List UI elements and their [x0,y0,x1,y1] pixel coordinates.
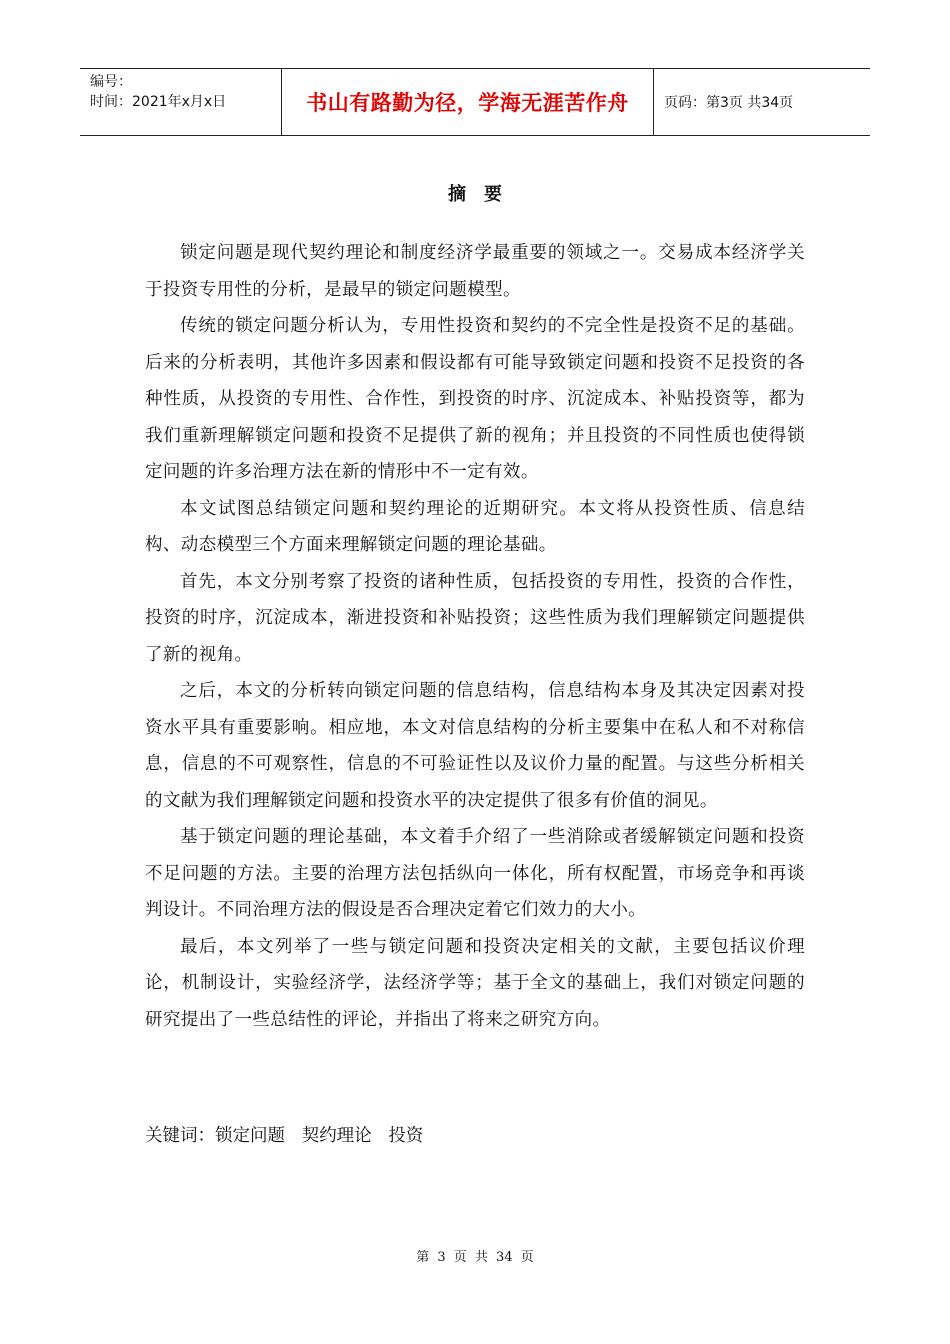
keywords: 关键词：锁定问题 契约理论 投资 [145,1126,424,1146]
paragraph: 首先，本文分别考察了投资的诸种性质，包括投资的专用性，投资的合作性，投资的时序，沉淀成本，渐进投资和补贴投资；这些性质为我们理解锁定问题提供了新的视角。 [145,571,805,665]
paragraph: 最后，本文列举了一些与锁定问题和投资决定相关的文献，主要包括议价理论，机制设计，实验经济学，法经济学等；基于全文的基础上，我们对锁定问题的研究提出了一些总结性的评论，并指出了将来之研究方向。 [145,936,805,1030]
time-label: 时间：2021年x月x日 [90,94,227,110]
paragraph: 锁定问题是现代契约理论和制度经济学最重要的领域之一。交易成本经济学关于投资专用性的分析，是最早的锁定问题模型。 [145,243,805,300]
paragraph: 传统的锁定问题分析认为，专用性投资和契约的不完全性是投资不足的基础。后来的分析表明，其他许多因素和假设都有可能导致锁定问题和投资不足投资的各种性质，从投资的专用性、合作性，到投资的时序、沉淀成本、补贴投资等，都为我们重新理解锁定问题和投资不足提供了新的视角；并且投资的不同性质也使得锁定问题的许多治理方法在新的情形中不一定有效。 [145,316,805,482]
page-footer: 第 3 页 共 34 页 [416,1250,534,1265]
header-meta [80,69,282,135]
abstract-title: 摘要 [448,184,520,205]
header-motto: 书山有路勤为径，学海无涯苦作舟 [282,69,654,135]
paragraph: 基于锁定问题的理论基础，本文着手介绍了一些消除或者缓解锁定问题和投资不足问题的方法。主要的治理方法包括纵向一体化，所有权配置，市场竞争和再谈判设计。不同治理方法的假设是否合理决定着它们效力的大小。 [145,827,805,920]
number-label: 编号： [90,74,132,90]
paragraph: 之后，本文的分析转向锁定问题的信息结构，信息结构本身及其决定因素对投资水平具有重要影响。相应地，本文对信息结构的分析主要集中在私人和不对称信息，信息的不可观察性，信息的不可验证性以及议价力量的配置。与这些分析相关的文献为我们理解锁定问题和投资水平的决定提供了很多有价值的洞见。 [145,681,805,811]
paragraph: 本文试图总结锁定问题和契约理论的近期研究。本文将从投资性质、信息结构、动态模型三个方面来理解锁定问题的理论基础。 [145,498,805,555]
abstract-body [145,235,805,1038]
header-page-info: 页码：第3页 共34页 [664,95,794,111]
page-header [80,68,870,136]
